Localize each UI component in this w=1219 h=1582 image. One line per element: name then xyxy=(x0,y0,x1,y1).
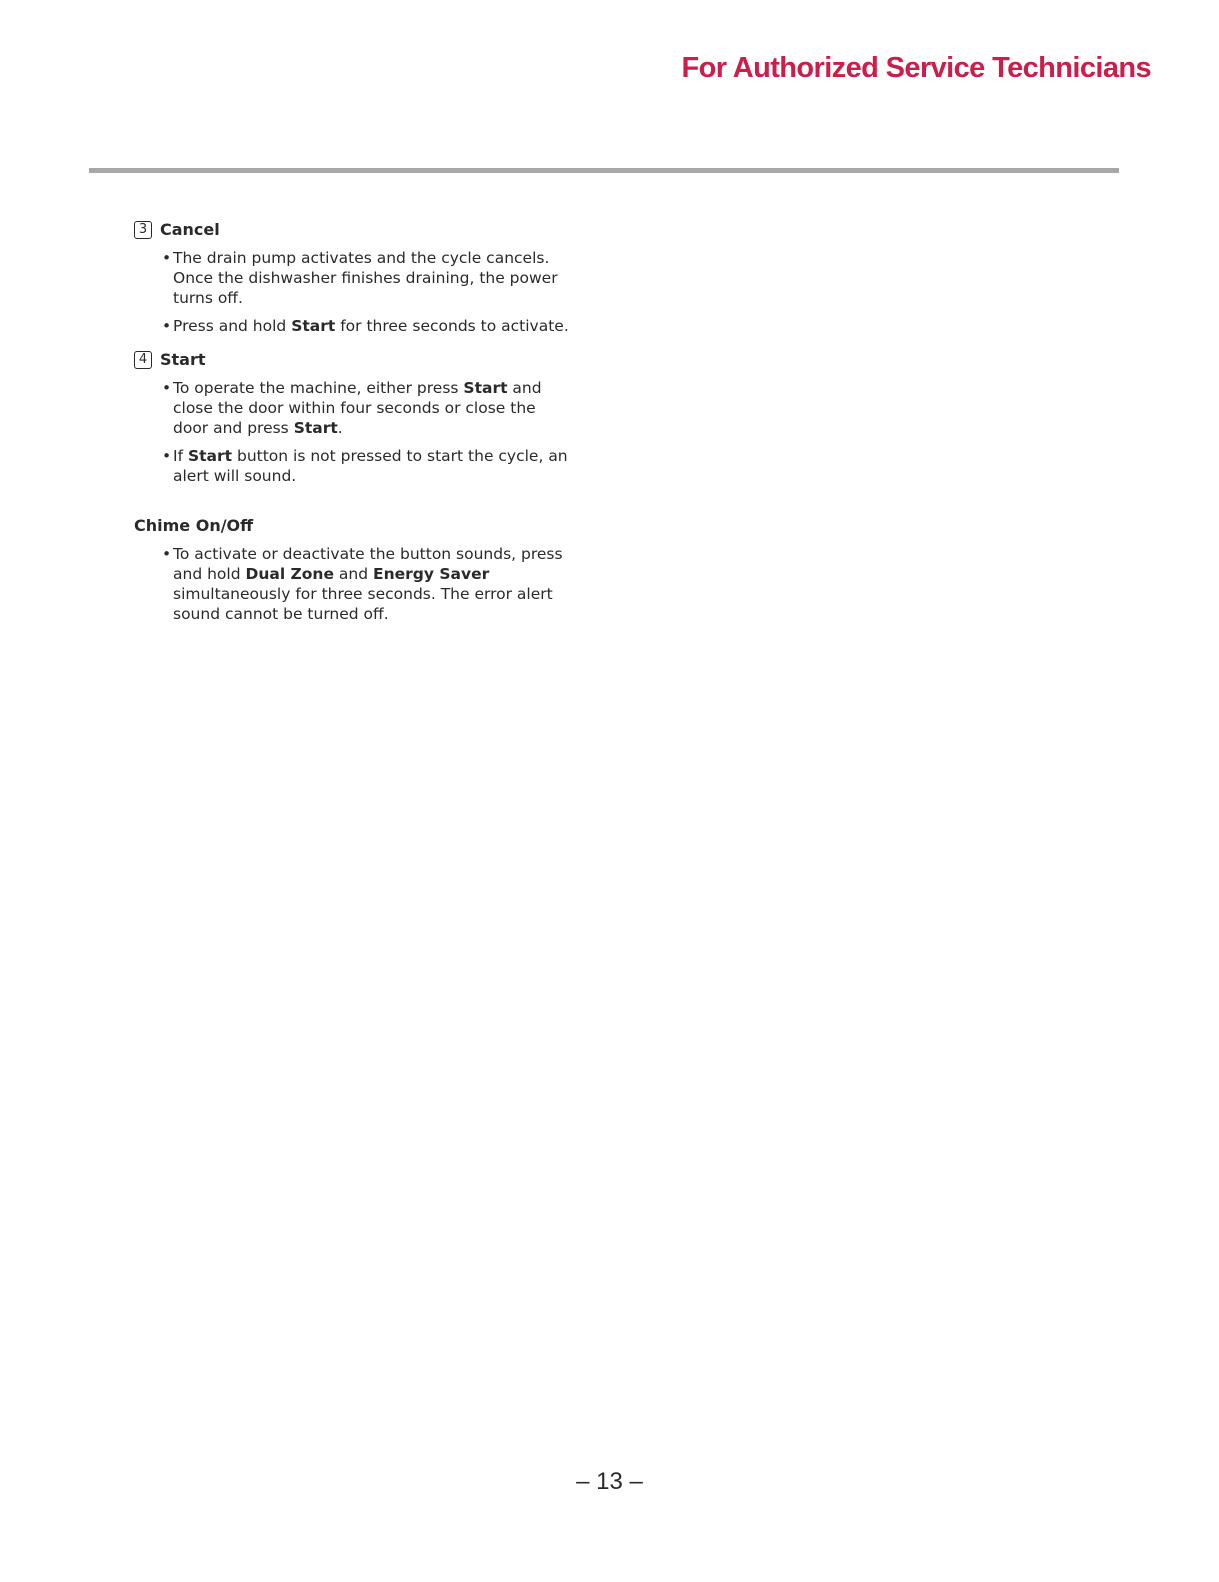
bullet-text: If xyxy=(173,447,188,465)
main-content xyxy=(134,218,574,632)
bullet-text-bold: Energy Saver xyxy=(373,565,490,583)
bullet-text-bold: Start xyxy=(463,379,508,397)
bullet-icon: • xyxy=(162,447,172,465)
list-item xyxy=(134,248,574,308)
bullet-text: and xyxy=(333,565,373,583)
bullet-text-bold: Dual Zone xyxy=(245,565,334,583)
bullet-text-bold: Start xyxy=(293,419,338,437)
bullet-icon: • xyxy=(162,317,172,335)
page-number: – 13 – xyxy=(576,1468,643,1495)
bullet-text-bold: Start xyxy=(187,447,233,465)
bullet-text-bold: Start xyxy=(291,317,336,335)
bullet-text: Press and hold xyxy=(173,317,292,335)
section-heading-start xyxy=(134,348,574,372)
bullet-text: . xyxy=(337,419,343,437)
list-item xyxy=(134,544,574,624)
bullet-icon: • xyxy=(162,545,172,563)
spacer xyxy=(134,494,574,514)
list-item xyxy=(134,316,574,336)
bullet-text: The drain pump activates and the cycle cancels. Once the dishwasher finishes draining, the power turns off. xyxy=(173,249,558,307)
cancel-bullet-list xyxy=(134,248,574,336)
bullet-text: and close the door within four seconds or close the door and press xyxy=(173,379,542,437)
start-bullet-list xyxy=(134,378,574,486)
bullet-icon: • xyxy=(162,379,172,397)
section-title: Cancel xyxy=(160,220,220,239)
header-divider xyxy=(89,168,1119,173)
section-number-badge: 3 xyxy=(134,221,152,239)
bullet-text: button is not pressed to start the cycle, an alert will sound. xyxy=(173,447,568,485)
bullet-text: To operate the machine, either press xyxy=(173,379,464,397)
bullet-text: To activate or deactivate the button sounds, press and hold xyxy=(173,545,563,583)
section-title: Start xyxy=(160,350,206,369)
bullet-icon: • xyxy=(162,249,172,267)
section-heading-cancel xyxy=(134,218,574,242)
bullet-text: for three seconds to activate. xyxy=(335,317,569,335)
section-number-badge: 4 xyxy=(134,351,152,369)
page-header-title: For Authorized Service Technicians xyxy=(681,52,1151,84)
list-item xyxy=(134,446,574,486)
chime-bullet-list xyxy=(134,544,574,624)
bullet-text: simultaneously for three seconds. The error alert sound cannot be turned off. xyxy=(173,585,553,623)
section-heading-chime: Chime On/Off xyxy=(134,516,254,535)
list-item xyxy=(134,378,574,438)
